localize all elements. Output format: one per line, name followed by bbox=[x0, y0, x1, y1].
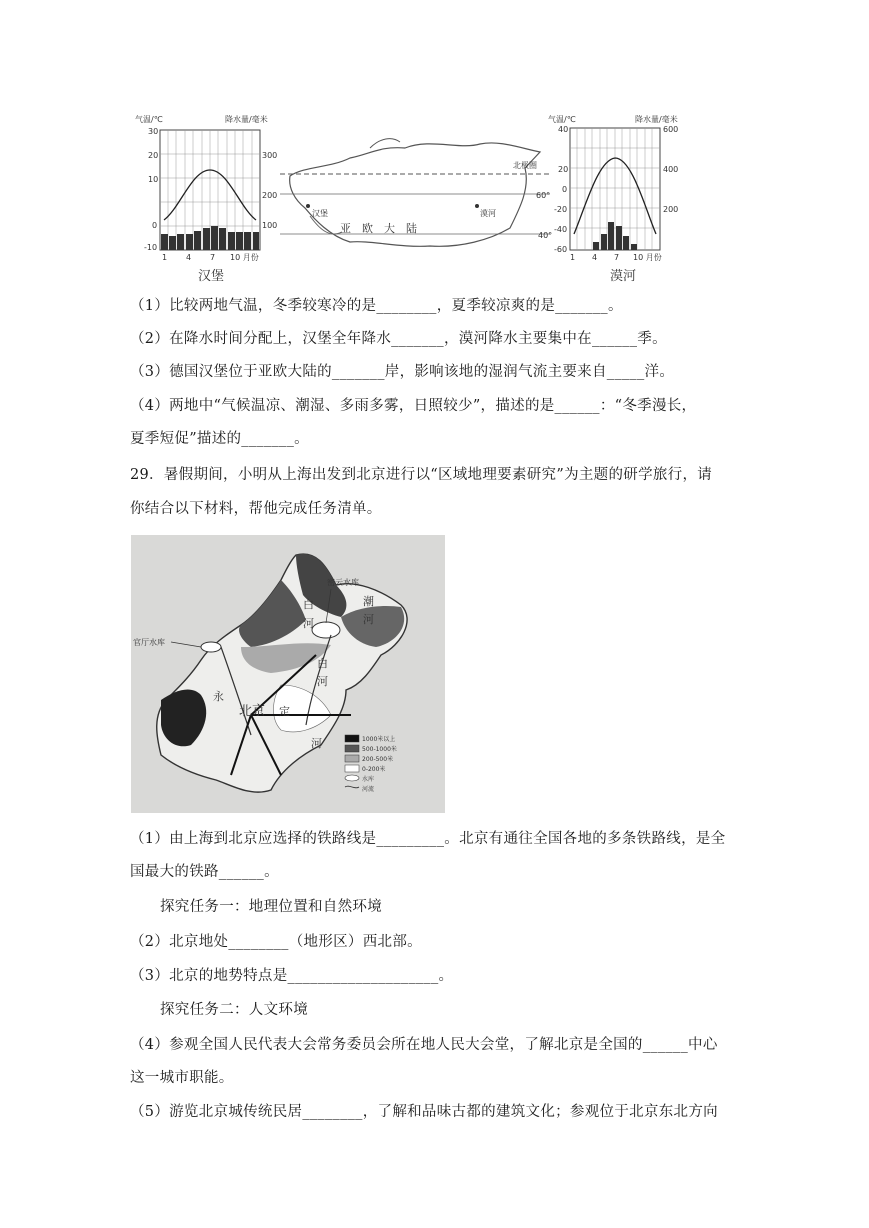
label-beijing: 北京 bbox=[239, 704, 266, 719]
climate-figure bbox=[130, 108, 690, 288]
q28-line-3: （3）德国汉堡位于亚欧大陆的_______岸，影响该地的湿润气流主要来自_____洋。 bbox=[130, 364, 675, 380]
eurasia-map bbox=[280, 139, 552, 247]
q29-intro-line-1: 29．暑假期间，小明从上海出发到北京进行以“区域地理要素研究”为主题的研学旅行，请 bbox=[130, 467, 713, 483]
mohe-xtick: 4 bbox=[592, 253, 598, 262]
q29-line-6: 这一城市职能。 bbox=[130, 1070, 234, 1086]
legend-item: 0-200米 bbox=[362, 766, 386, 773]
lat60-label: 60° bbox=[536, 191, 551, 200]
mohe-tick: 600 bbox=[663, 125, 679, 134]
mohe-xtick: 1 bbox=[570, 253, 576, 262]
legend-item: 水库 bbox=[362, 776, 375, 783]
task-one-heading: 探究任务一：地理位置和自然环境 bbox=[160, 899, 382, 915]
continent-label: 亚 欧 大 陆 bbox=[340, 222, 417, 235]
q29-intro-line-2: 你结合以下材料，帮他完成任务清单。 bbox=[130, 501, 382, 517]
legend-item: 1000米以上 bbox=[362, 736, 396, 743]
mohe-tick: 400 bbox=[663, 165, 679, 174]
label-bai2: 白 bbox=[317, 657, 328, 670]
mohe-tick: 200 bbox=[663, 205, 679, 214]
hamburg-y-right-label: 降水量/毫米 bbox=[225, 115, 268, 124]
q29-line-7: （5）游览北京城传统民居________，了解和品味古都的建筑文化；参观位于北京东北方向 bbox=[130, 1104, 718, 1120]
hamburg-tick: 20 bbox=[148, 151, 159, 160]
legend-item: 500-1000米 bbox=[362, 746, 397, 753]
mohe-city-label: 漠河 bbox=[610, 269, 637, 284]
hamburg-y-left-label: 气温/℃ bbox=[135, 115, 163, 124]
mohe-tick: -40 bbox=[554, 225, 568, 234]
hamburg-xtick: 7 bbox=[210, 253, 216, 262]
q29-line-2: 国最大的铁路______。 bbox=[130, 864, 279, 880]
q28-line-2: （2）在降水时间分配上，汉堡全年降水_______，漠河降水主要集中在______季。 bbox=[130, 331, 667, 347]
mohe-climate-chart bbox=[548, 114, 678, 284]
hamburg-climate-chart bbox=[135, 114, 277, 284]
label-ding2: 河 bbox=[311, 737, 322, 750]
lat40-label: 40° bbox=[538, 231, 553, 240]
hamburg-xtick: 1 bbox=[162, 253, 168, 262]
mohe-tick: -60 bbox=[554, 245, 568, 254]
q29-line-1: （1）由上海到北京应选择的铁路线是_________。北京有通往全国各地的多条铁路线，是全 bbox=[130, 831, 726, 847]
q29-line-3: （2）北京地处________（地形区）西北部。 bbox=[130, 934, 422, 950]
q28-line-4: （4）两地中“气候温凉、潮湿、多雨多雾，日照较少”，描述的是______：“冬季漫长， bbox=[130, 398, 697, 414]
label-chao: 潮 bbox=[363, 595, 374, 608]
hamburg-xtick: 4 bbox=[186, 253, 192, 262]
label-yong: 永 bbox=[213, 690, 224, 703]
label-bai: 白 bbox=[303, 598, 314, 611]
q29-line-4: （3）北京的地势特点是____________________。 bbox=[130, 968, 454, 984]
mohe-xtick: 7 bbox=[614, 253, 620, 262]
label-he1: 河 bbox=[303, 617, 314, 630]
hamburg-tick: 100 bbox=[262, 221, 278, 230]
hamburg-tick: 200 bbox=[262, 191, 278, 200]
mohe-tick: -20 bbox=[554, 205, 568, 214]
mohe-tick: 0 bbox=[562, 185, 568, 194]
hamburg-tick: 0 bbox=[152, 221, 158, 230]
hamburg-city-label: 汉堡 bbox=[198, 269, 225, 284]
hamburg-xtick: 10 月份 bbox=[230, 253, 259, 262]
label-guanting: 官厅水库 bbox=[133, 638, 165, 647]
hamburg-tick: 30 bbox=[148, 127, 159, 136]
map-legend bbox=[345, 735, 397, 793]
label-ding: 定 bbox=[279, 705, 290, 718]
mohe-y-left-label: 气温/℃ bbox=[548, 115, 576, 124]
hamburg-tick: 300 bbox=[262, 151, 278, 160]
q29-line-5: （4）参观全国人民代表大会常务委员会所在地人民大会堂，了解北京是全国的______中心 bbox=[130, 1037, 718, 1053]
q28-line-1: （1）比较两地气温，冬季较寒冷的是________，夏季较凉爽的是_______。 bbox=[130, 298, 623, 314]
hamburg-tick: 10 bbox=[148, 175, 159, 184]
label-miyun: 密云水库 bbox=[327, 578, 359, 587]
mohe-tick: 20 bbox=[558, 165, 569, 174]
mohe-y-right-label: 降水量/毫米 bbox=[635, 115, 678, 124]
legend-item: 200-500米 bbox=[362, 756, 394, 763]
hamburg-tick: -10 bbox=[144, 243, 158, 252]
map-mohe-label: 漠河 bbox=[480, 209, 496, 218]
map-hamburg-label: 汉堡 bbox=[312, 209, 328, 218]
mohe-xtick: 10 月份 bbox=[633, 253, 662, 262]
task-two-heading: 探究任务二：人文环境 bbox=[160, 1002, 308, 1018]
label-he3: 河 bbox=[363, 613, 374, 626]
q28-line-5: 夏季短促”描述的_______。 bbox=[130, 431, 309, 447]
mohe-tick: 40 bbox=[558, 125, 569, 134]
beijing-terrain-map bbox=[131, 535, 445, 813]
legend-item: 河流 bbox=[362, 786, 375, 793]
label-he2: 河 bbox=[317, 675, 328, 688]
arctic-circle-label: 北极圈 bbox=[513, 161, 537, 170]
